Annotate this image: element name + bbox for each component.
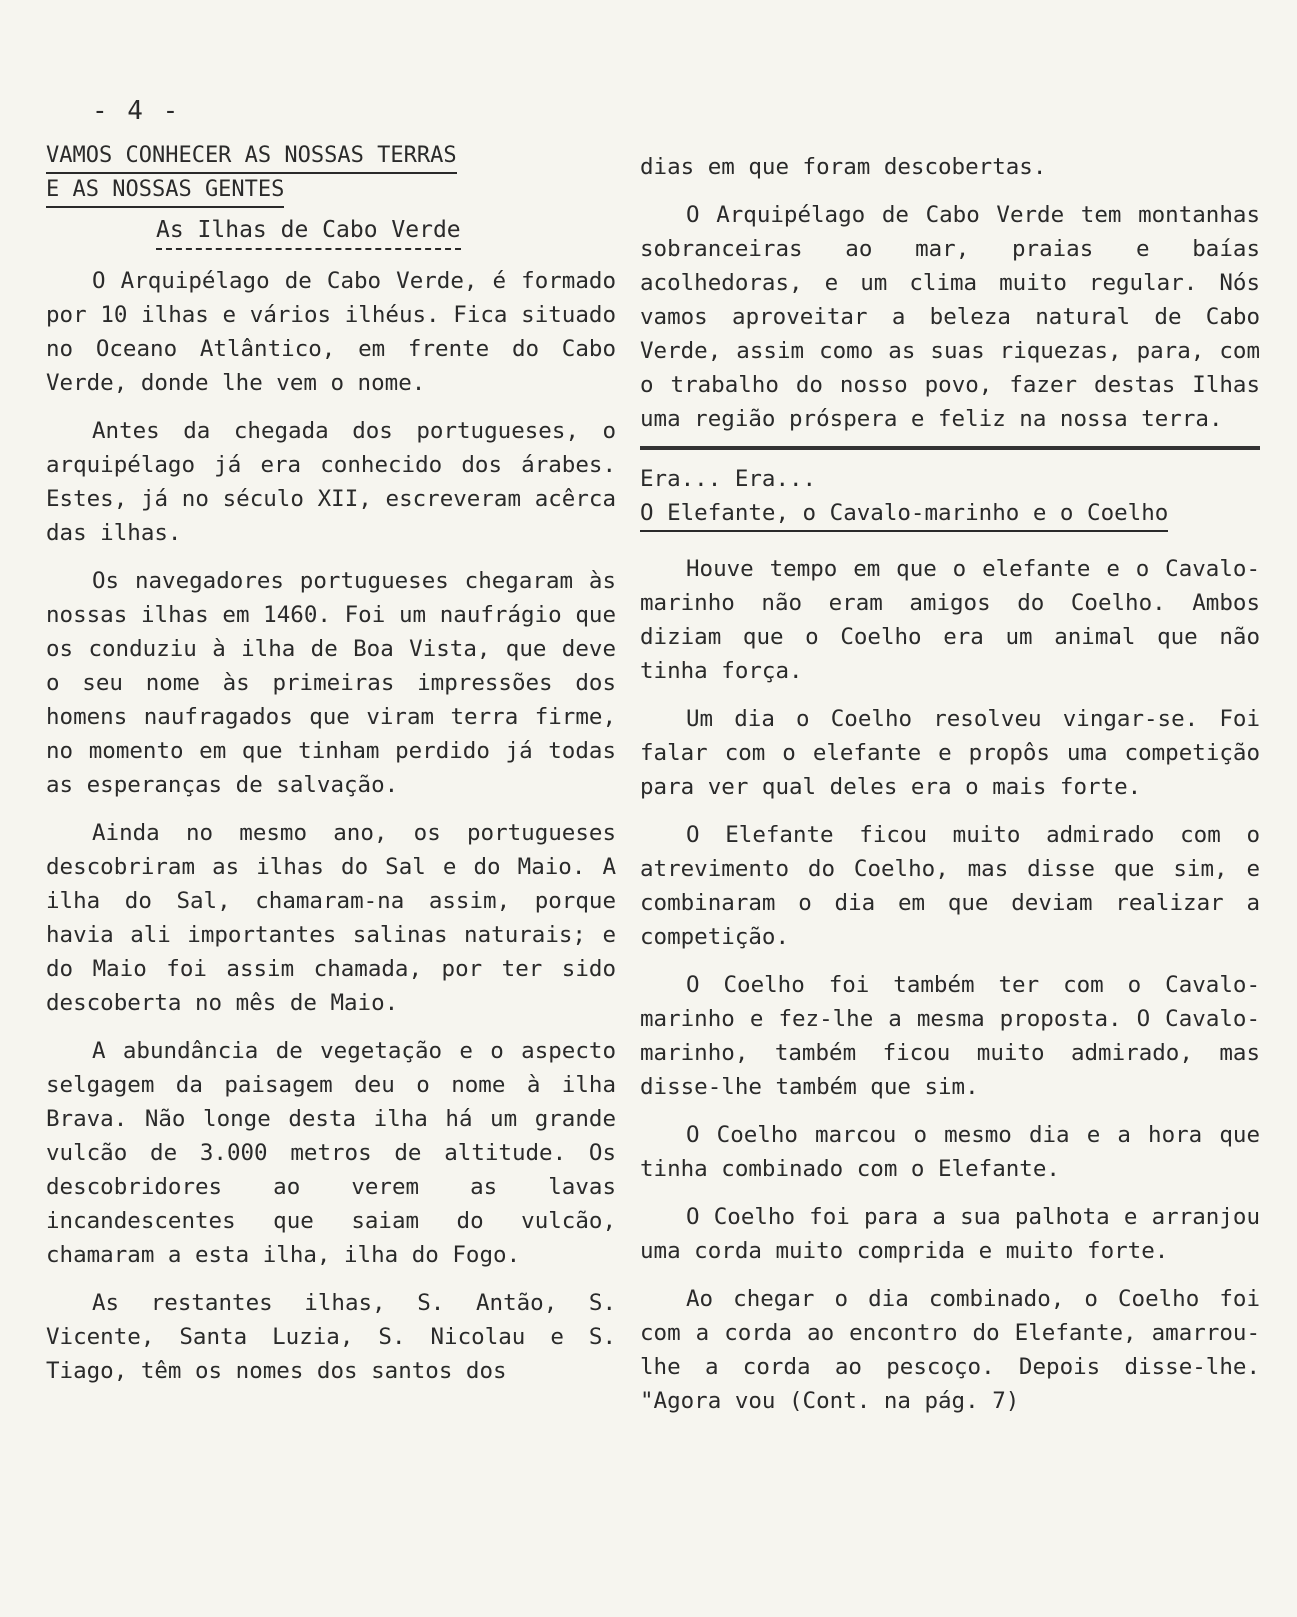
section-divider [640,446,1260,450]
section-title [46,140,457,208]
page-number: - 4 - [92,96,181,126]
right-paragraph: O Arquipélago de Cabo Verde tem montanhas sobranceiras ao mar, praias e baías acolhedoras, e um clima muito regular. Nós vamos aproveitar a beleza natural de Cabo Verde, assim como as suas riquezas, para, com o trabalho do nosso povo, fazer destas Ilhas uma região próspera e feliz na nossa terra. [640,202,1260,432]
left-column [46,140,616,1388]
story-paragraph: O Elefante ficou muito admirado com o atrevimento do Coelho, mas disse que sim, e combinaram o dia em que deviam realizar a competição. [640,822,1260,950]
left-paragraph: Os navegadores portugueses chegaram às nossas ilhas em 1460. Foi um naufrágio que os conduziu à ilha de Boa Vista, que deve o seu nome às primeiras impressões dos homens naufragados que viram terra firme, no momento em que tinham perdido já todas as esperanças de salvação. [46,568,616,798]
story-title: O Elefante, o Cavalo-marinho e o Coelho [640,496,1168,532]
story-paragraph: O Coelho foi para a sua palhota e arranjou uma corda muito comprida e muito forte. [640,1204,1260,1264]
right-paragraph: dias em que foram descobertas. [640,154,1047,180]
left-paragraph: Ainda no mesmo ano, os portugueses descobriram as ilhas do Sal e do Maio. A ilha do Sal, chamaram-na assim, porque havia ali importantes salinas naturais; e do Maio foi assim chamada, por ter sido descoberta no mês de Maio. [46,820,616,1016]
story-paragraph: Houve tempo em que o elefante e o Cavalo-marinho não eram amigos do Coelho. Ambos diziam que o Coelho era um animal que não tinha força. [640,556,1260,684]
section-title-line2: E AS NOSSAS GENTES [46,174,284,208]
left-paragraph: Antes da chegada dos portugueses, o arquipélago já era conhecido dos árabes. Estes, já no século XII, escreveram acêrca das ilhas. [46,418,616,546]
left-paragraph: O Arquipélago de Cabo Verde, é formado por 10 ilhas e vários ilhéus. Fica situado no Oceano Atlântico, em frente do Cabo Verde, donde lhe vem o nome. [46,268,616,396]
story-paragraph: Um dia o Coelho resolveu vingar-se. Foi falar com o elefante e propôs uma competição para ver qual deles era o mais forte. [640,706,1260,800]
section-title-line1: VAMOS CONHECER AS NOSSAS TERRAS [46,140,457,174]
right-column [640,140,1260,1418]
section-subtitle: As Ilhas de Cabo Verde [156,214,461,250]
left-paragraph: A abundância de vegetação e o aspecto selgagem da paisagem deu o nome à ilha Brava. Não longe desta ilha há um grande vulcão de 3.000 metros de altitude. Os descobridores ao verem as lavas incandescentes que saiam do vulcão, chamaram a esta ilha, ilha do Fogo. [46,1038,616,1268]
left-paragraph: As restantes ilhas, S. Antão, S. Vicente, Santa Luzia, S. Nicolau e S. Tiago, têm os nomes dos santos dos [46,1290,616,1384]
story-intro: Era... Era... [640,466,817,492]
story-paragraph: O Coelho foi também ter com o Cavalo-marinho e fez-lhe a mesma proposta. O Cavalo-marinho, também ficou muito admirado, mas disse-lhe também que sim. [640,972,1260,1100]
story-paragraph: Ao chegar o dia combinado, o Coelho foi com a corda ao encontro do Elefante, amarrou-lhe a corda ao pescoço. Depois disse-lhe. "Agora vou (Cont. na pág. 7) [640,1286,1260,1414]
story-paragraph: O Coelho marcou o mesmo dia e a hora que tinha combinado com o Elefante. [640,1122,1260,1182]
